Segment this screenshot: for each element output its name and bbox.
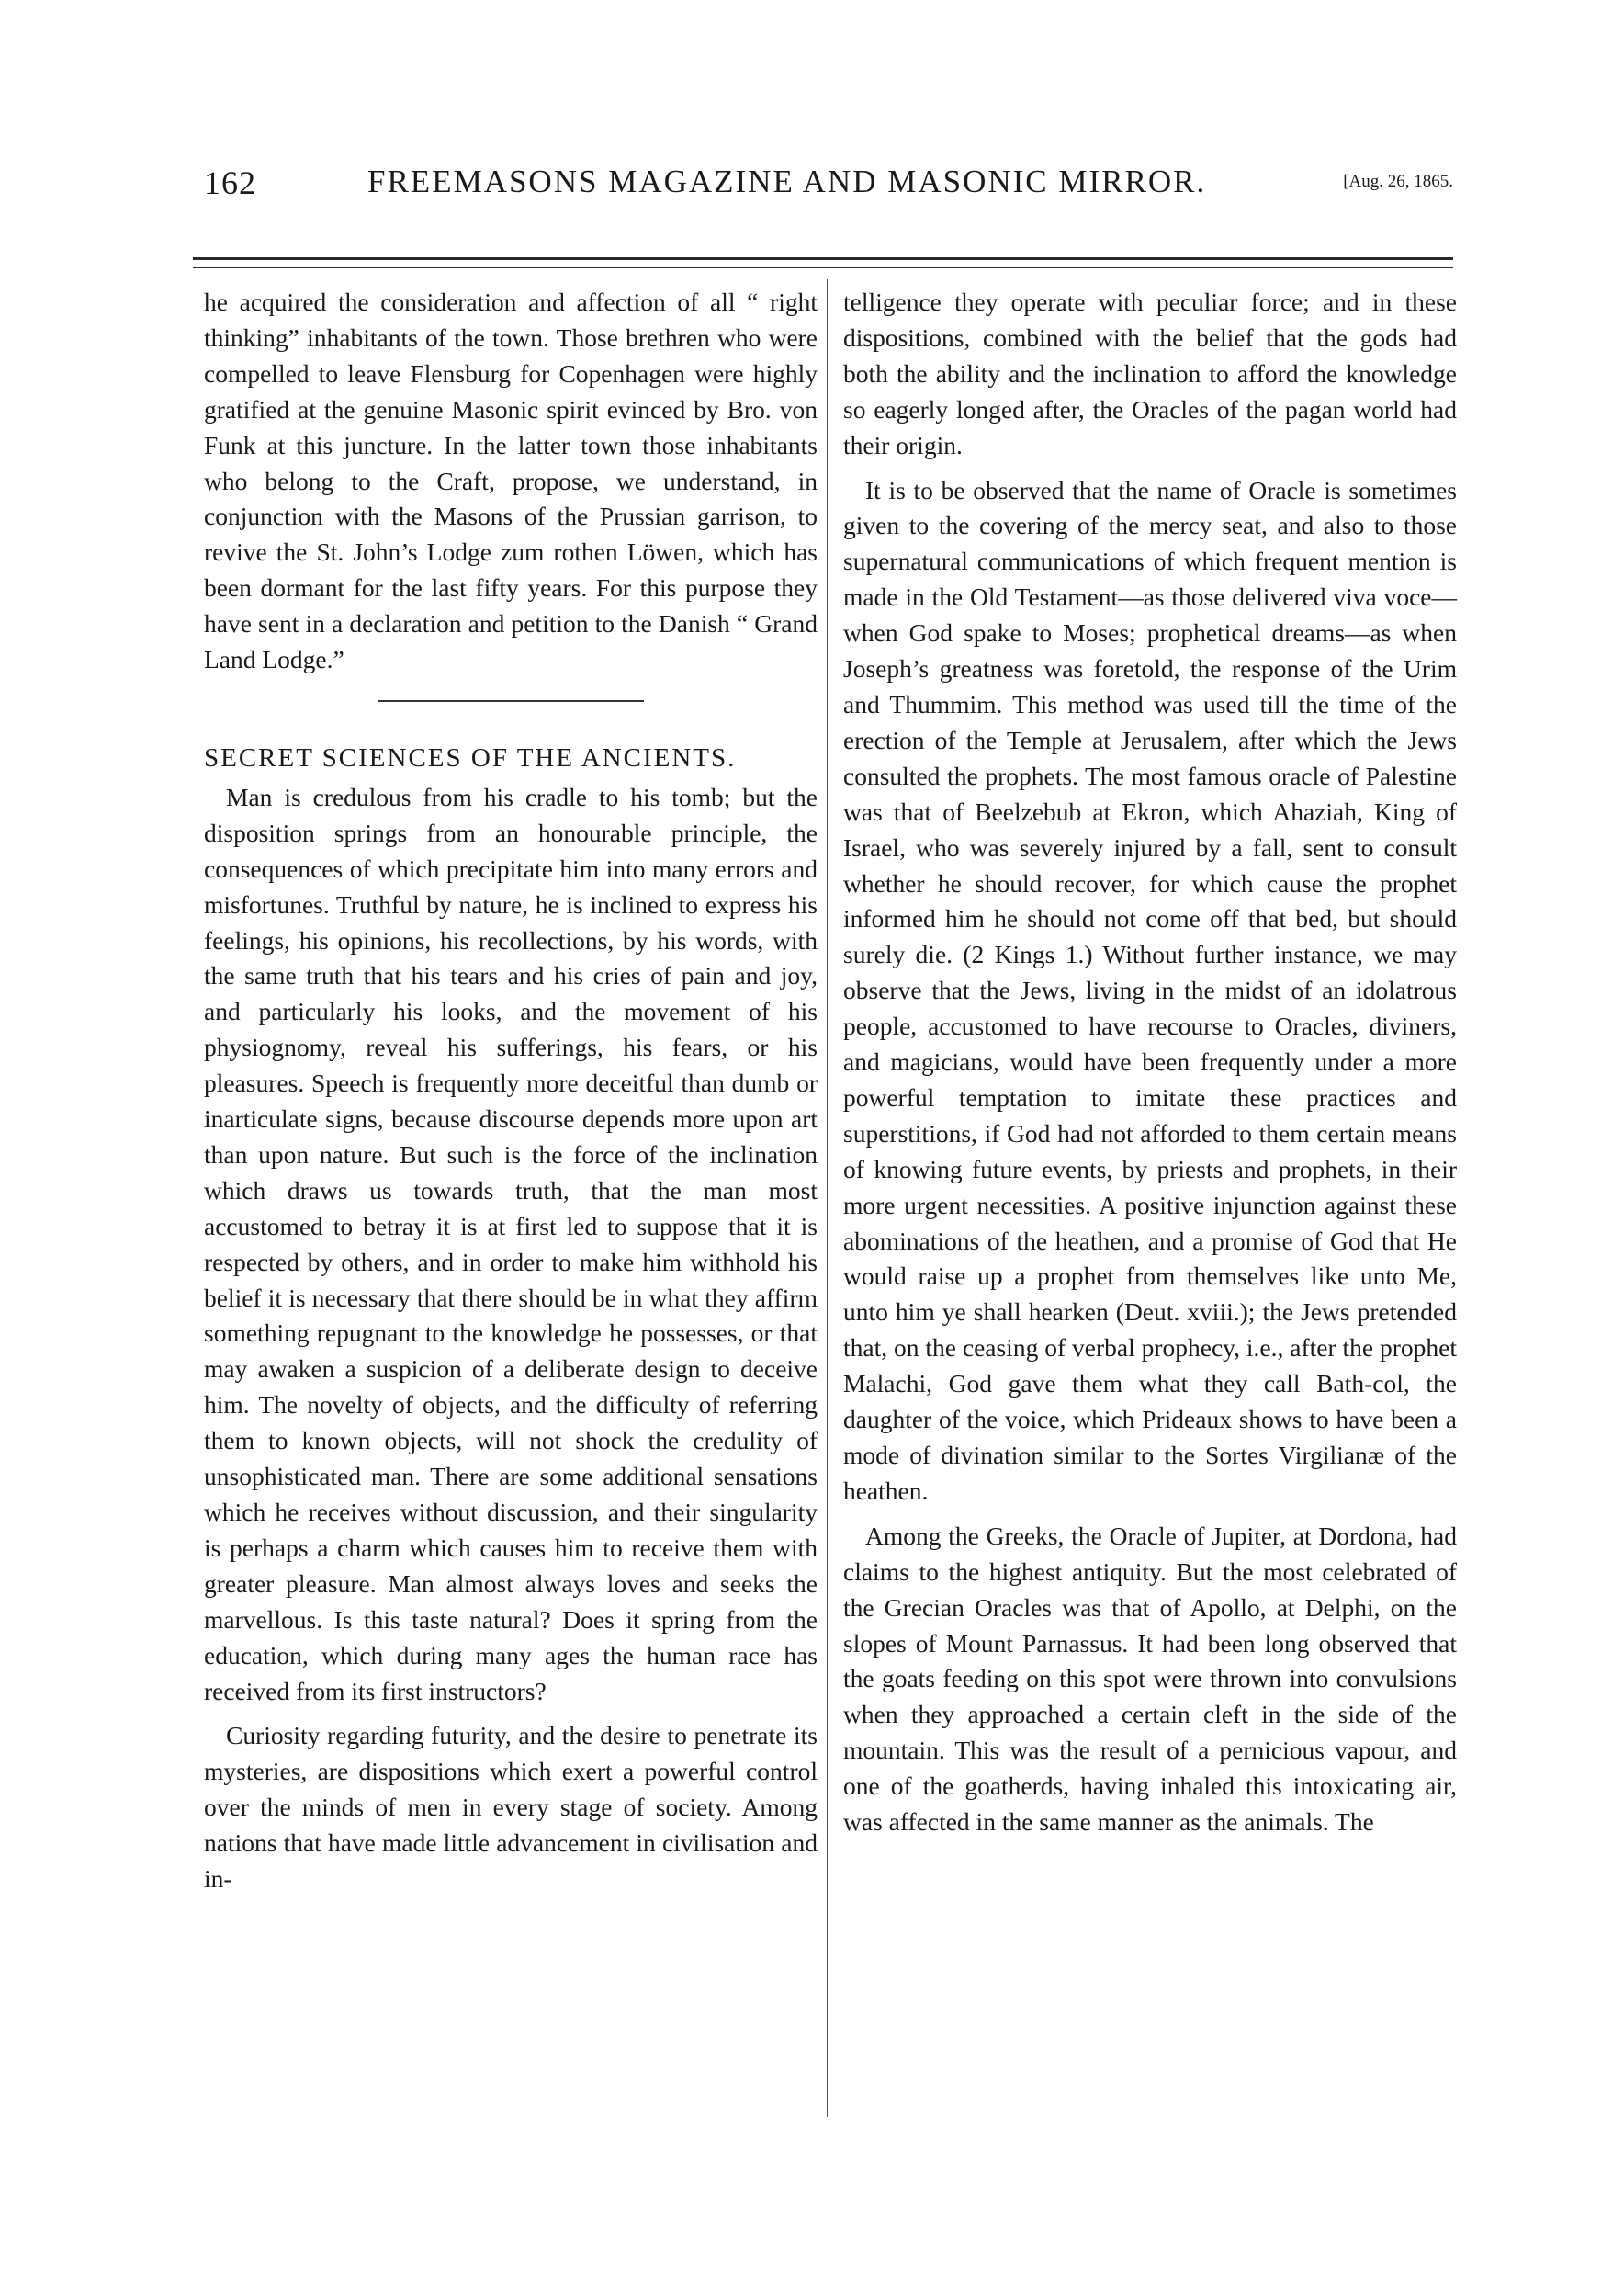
left-column <box>204 285 818 1907</box>
section-divider <box>378 700 644 707</box>
body-paragraph: Curiosity regarding futurity, and the desire to penetrate its mysteries, are dispositions which exert a powerful control over the minds of men in every stage of society. Among nations that have made little advancement in civilisation and in- <box>204 1721 818 1894</box>
column-divider <box>827 279 828 2117</box>
magazine-title: FREEMASONS MAGAZINE AND MASONIC MIRROR. <box>367 164 1207 199</box>
header-rule-thick <box>193 257 1453 260</box>
issue-date: [Aug. 26, 1865. <box>1343 172 1453 191</box>
section-heading: SECRET SCIENCES OF THE ANCIENTS. <box>204 742 737 773</box>
header-rule-thin <box>193 267 1453 268</box>
continued-paragraph: telligence they operate with peculiar force; and in these dispositions, combined with the belief that the gods had both the ability and the inclination to afford the knowledge so eagerly longed after, the Oracles of the pagan world had their origin. <box>843 288 1457 459</box>
body-paragraph: It is to be observed that the name of Oracle is sometimes given to the covering of the mercy seat, and also to those supernatural communications of which frequent mention is made in the Old Testament—as those delivered viva voce—when God spake to Moses; prophetical dreams—as when Joseph’s greatness was foretold, the response of the Urim and Thummim. This method was used till the time of the erection of the Temple at Jerusalem, after which the Jews consulted the prophets. The most famous oracle of Palestine was that of Beelzebub at Ekron, which Ahaziah, King of Israel, who was severely injured by a fall, sent to consult whether he should recover, for which cause the prophet informed him he should not come off that bed, but should surely die. (2 Kings 1.) Without further instance, we may observe that the Jews, living in the midst of an idolatrous people, accustomed to have recourse to Oracles, diviners, and magicians, would have been frequently under a more powerful temptation to imitate these practices and superstitions, if God had not afforded to them certain means of knowing future events, by priests and prophets, in their more urgent necessities. A positive injunction against these abominations of the heathen, and a promise of God that He would raise up a prophet from themselves like unto Me, unto him ye shall hearken (Deut. xviii.); the Jews pretended that, on the ceasing of verbal prophecy, i.e., after the prophet Malachi, God gave them what they call Bath-col, the daughter of the voice, which Prideaux shows to have been a mode of divination similar to the Sortes Virgilianæ of the heathen. <box>843 475 1457 1505</box>
page-number: 162 <box>204 164 256 201</box>
continued-paragraph: he acquired the consideration and affection of all “ right thinking” inhabitants of the town. Those brethren who were compelled to leave Flensburg for Copenhagen were highly gratified at the genuine Masonic spirit evinced by Bro. von Funk at this juncture. In the latter town those inhabitants who belong to the Craft, propose, we understand, in conjunction with the Masons of the Prussian garrison, to revive the St. John’s Lodge zum rothen Löwen, which has been dormant for the last fifty years. For this purpose they have sent in a declaration and petition to the Danish “ Grand Land Lodge.” <box>204 288 818 674</box>
body-paragraph: Among the Greeks, the Oracle of Jupiter, at Dordona, had claims to the highest antiquity. But the most celebrated of the Grecian Oracles was that of Apollo, at Delphi, on the slopes of Mount Parnassus. It had been long observed that the goats feeding on this spot were thrown into convulsions when they approached a certain cleft in the side of the mountain. This was the result of a pernicious vapour, and one of the goatherds, having inhaled this intoxicating air, was affected in the same manner as the animals. The <box>843 1521 1457 1837</box>
running-head <box>204 158 1453 213</box>
body-paragraph: Man is credulous from his cradle to his tomb; but the disposition springs from an honourable principle, the consequences of which precipitate him into many errors and misfortunes. Truthful by nature, he is inclined to express his feelings, his opinions, his recollections, by his words, with the same truth that his tears and his cries of pain and joy, and particularly his looks, and the movement of his physiognomy, reveal his sufferings, his fears, or his pleasures. Speech is frequently more deceitful than dumb or inarticulate signs, because discourse depends more upon art than upon nature. But such is the force of the inclination which draws us towards truth, that the man most accustomed to betray it is at first led to suppose that it is respected by others, and in order to make him withhold his belief it is necessary that there should be in what they affirm something repugnant to the knowledge he possesses, or that may awaken a suspicion of a deliberate design to deceive him. The novelty of objects, and the difficulty of referring them to known objects, will not shock the credulity of unsophisticated man. There are some additional sensations which he receives without discussion, and their singularity is perhaps a charm which causes him to receive them with greater pleasure. Man almost always loves and seeks the marvellous. Is this taste natural? Does it spring from the education, which during many ages the human race has received from its first instructors? <box>204 782 818 1705</box>
right-column <box>843 285 1457 1850</box>
divider-line <box>378 700 644 702</box>
